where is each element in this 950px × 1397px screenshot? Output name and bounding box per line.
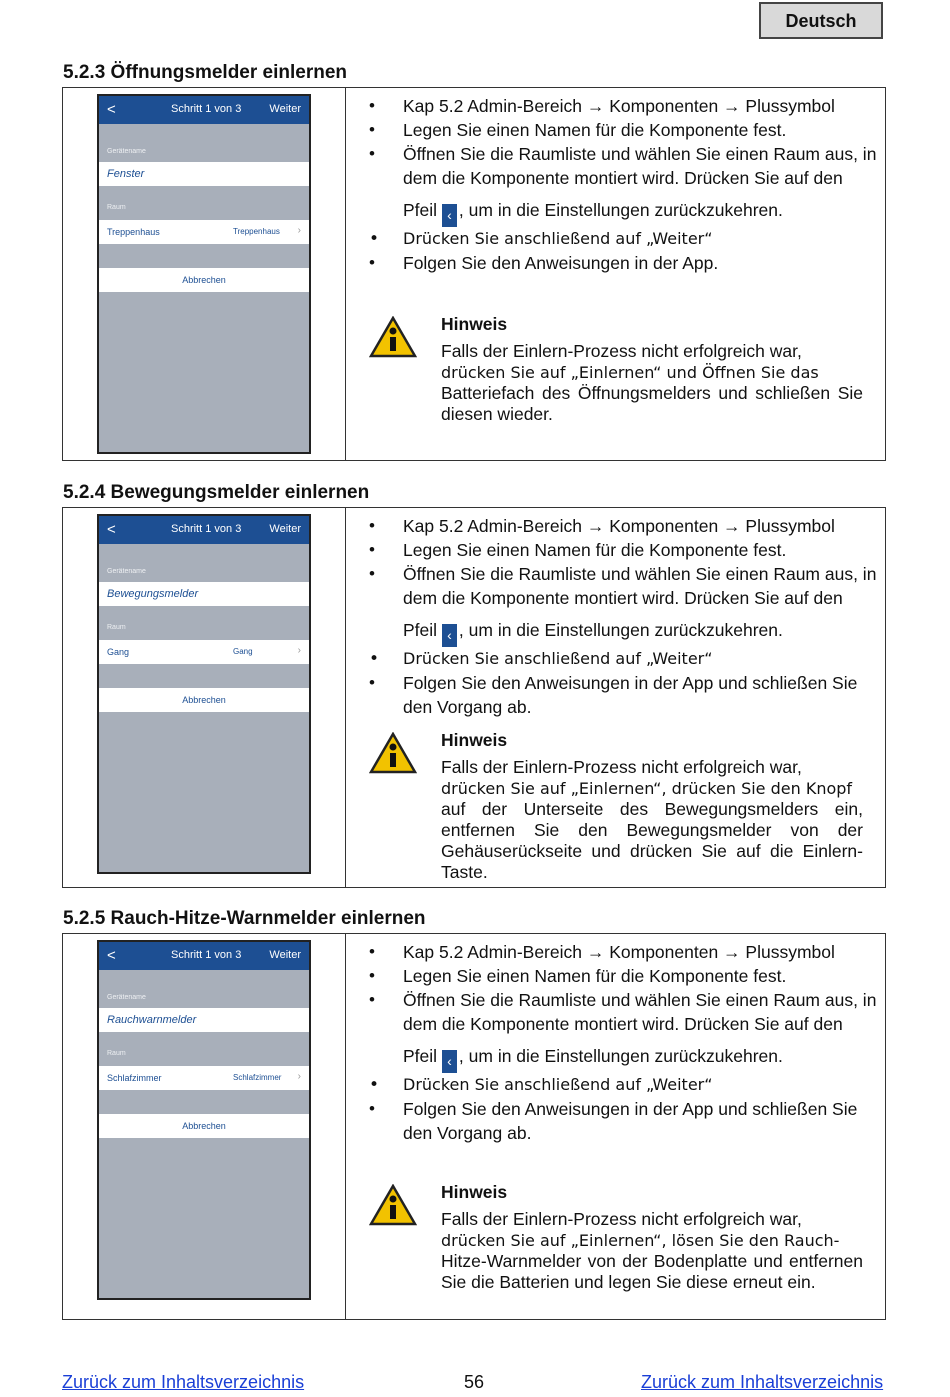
room-field (99, 1066, 309, 1090)
room-value: Treppenhaus (107, 227, 160, 237)
hint-box (441, 314, 863, 425)
list-item: • Drücken Sie anschließend auf „Weiter“ (369, 227, 881, 251)
list-item: • Kap 5.2 Admin-Bereich → Komponenten → Plussymbol (369, 940, 881, 964)
cancel-button: Abbrechen (99, 268, 309, 292)
app-screenshot (97, 940, 311, 1300)
list-item (369, 988, 881, 1073)
list-item-text: Öffnen Sie die Raumliste und wählen Sie einen Raum aus, in dem die Komponente montiert wird. Drücken Sie auf den (403, 144, 877, 188)
hint-text: drücken Sie auf „Einlernen“ und Öffnen Sie das (441, 363, 819, 382)
list-item (369, 562, 881, 647)
room-value: Schlafzimmer (107, 1073, 162, 1083)
list-item (369, 142, 881, 227)
warning-info-icon (369, 1184, 417, 1226)
device-name-label: Gerätename (107, 994, 146, 1001)
list-item: • Legen Sie einen Namen für die Komponente fest. (369, 538, 881, 562)
room-label: Raum (107, 624, 126, 631)
pfeil-line (403, 1036, 881, 1073)
hint-title: Hinweis (441, 730, 508, 750)
hint-text: drücken Sie auf „Einlernen“, drücken Sie den Knopf (441, 779, 853, 798)
instruction-list (369, 940, 881, 1145)
column-divider (345, 88, 346, 460)
pfeil-label: Pfeil (403, 200, 438, 220)
back-arrow-icon: ‹ (442, 624, 457, 647)
pfeil-line (403, 190, 881, 227)
list-item-text: Öffnen Sie die Raumliste und wählen Sie einen Raum aus, in dem die Komponente montiert wird. Drücken Sie auf den (403, 990, 877, 1034)
hint-text: drücken Sie auf „Einlernen“, lösen Sie den Rauch- (441, 1231, 840, 1250)
list-item: • Folgen Sie den Anweisungen in der App und schließen Sie den Vorgang ab. (369, 1097, 881, 1145)
device-name-value: Fenster (107, 168, 145, 180)
device-name-field (99, 162, 309, 186)
column-divider (345, 508, 346, 887)
device-name-field (99, 582, 309, 606)
list-item: • Legen Sie einen Namen für die Komponente fest. (369, 964, 881, 988)
room-selection: Gang (233, 647, 253, 656)
back-arrow-icon: < (107, 521, 116, 538)
list-item: • Kap 5.2 Admin-Bereich → Komponenten → Plussymbol (369, 514, 881, 538)
instruction-list (369, 514, 881, 719)
list-item: • Folgen Sie den Anweisungen in der App und schließen Sie den Vorgang ab. (369, 671, 881, 719)
hint-text: Falls der Einlern-Prozess nicht erfolgreich war, (441, 1209, 802, 1229)
section-panel (62, 87, 886, 461)
next-link: Weiter (269, 523, 301, 535)
back-arrow-icon: < (107, 947, 116, 964)
device-name-value: Bewegungsmelder (107, 588, 199, 600)
column-divider (345, 934, 346, 1319)
hint-text: Falls der Einlern-Prozess nicht erfolgreich war, (441, 341, 802, 361)
device-name-field (99, 1008, 309, 1032)
app-header (99, 96, 309, 124)
hint-text: Falls der Einlern-Prozess nicht erfolgreich war, (441, 757, 802, 777)
room-label: Raum (107, 204, 126, 211)
device-name-label: Gerätename (107, 148, 146, 155)
device-name-label: Gerätename (107, 568, 146, 575)
footer-left (62, 1372, 304, 1393)
warning-info-icon (369, 316, 417, 358)
next-link: Weiter (269, 103, 301, 115)
room-field (99, 640, 309, 664)
pfeil-line (403, 610, 881, 647)
step-indicator: Schritt 1 von 3 (171, 103, 242, 115)
pfeil-text: , um in die Einstellungen zurückzukehren. (458, 200, 783, 220)
hint-text: auf der Unterseite des Bewegungsmelders ein, entfernen Sie den Bewegungsmelder von der Gehäuserückseite und drücken Sie auf die Einlern-Taste. (441, 799, 863, 882)
language-tab: Deutsch (759, 2, 883, 39)
section-panel (62, 933, 886, 1320)
chevron-right-icon: › (297, 1071, 301, 1082)
step-indicator: Schritt 1 von 3 (171, 949, 242, 961)
step-indicator: Schritt 1 von 3 (171, 523, 242, 535)
list-item-text: Öffnen Sie die Raumliste und wählen Sie einen Raum aus, in dem die Komponente montiert wird. Drücken Sie auf den (403, 564, 877, 608)
room-value: Gang (107, 647, 130, 657)
pfeil-label: Pfeil (403, 620, 438, 640)
hint-text: Batteriefach des Öffnungsmelders und schließen Sie diesen wieder. (441, 383, 863, 424)
cancel-button: Abbrechen (99, 688, 309, 712)
back-arrow-icon: ‹ (442, 204, 457, 227)
chevron-right-icon: › (297, 645, 301, 656)
section-panel (62, 507, 886, 888)
section-heading: 5.2.3 Öffnungsmelder einlernen (63, 62, 348, 83)
instruction-list (369, 94, 881, 275)
room-selection: Schlafzimmer (233, 1073, 282, 1082)
back-arrow-icon: ‹ (442, 1050, 457, 1073)
room-field (99, 220, 309, 244)
pfeil-text: , um in die Einstellungen zurückzukehren. (458, 620, 783, 640)
list-item: • Folgen Sie den Anweisungen in der App. (369, 251, 881, 275)
section-heading: 5.2.4 Bewegungsmelder einlernen (63, 482, 370, 503)
footer-right (641, 1372, 883, 1393)
list-item: • Kap 5.2 Admin-Bereich → Komponenten → Plussymbol (369, 94, 881, 118)
app-header (99, 942, 309, 970)
app-screenshot (97, 514, 311, 874)
hint-box (441, 730, 863, 883)
list-item: • Drücken Sie anschließend auf „Weiter“ (369, 1073, 881, 1097)
pfeil-text: , um in die Einstellungen zurückzukehren. (458, 1046, 783, 1066)
app-screenshot (97, 94, 311, 454)
app-header (99, 516, 309, 544)
room-selection: Treppenhaus (233, 227, 280, 236)
device-name-value: Rauchwarnmelder (107, 1014, 197, 1026)
back-arrow-icon: < (107, 101, 116, 118)
section-heading: 5.2.5 Rauch-Hitze-Warnmelder einlernen (63, 908, 426, 929)
room-label: Raum (107, 1050, 126, 1057)
list-item: • Legen Sie einen Namen für die Komponente fest. (369, 118, 881, 142)
next-link: Weiter (269, 949, 301, 961)
hint-box (441, 1182, 863, 1293)
hint-title: Hinweis (441, 1182, 508, 1202)
page-number: 56 (464, 1372, 485, 1392)
warning-info-icon (369, 732, 417, 774)
list-item: • Drücken Sie anschließend auf „Weiter“ (369, 647, 881, 671)
pfeil-label: Pfeil (403, 1046, 438, 1066)
chevron-right-icon: › (297, 225, 301, 236)
hint-text: Hitze-Warnmelder von der Bodenplatte und entfernen Sie die Batterien und legen Sie diese erneut ein. (441, 1251, 863, 1292)
hint-title: Hinweis (441, 314, 508, 334)
toc-link[interactable]: Zurück zum Inhaltsverzeichnis (62, 1372, 305, 1392)
cancel-button: Abbrechen (99, 1114, 309, 1138)
toc-link[interactable]: Zurück zum Inhaltsverzeichnis (641, 1372, 884, 1392)
